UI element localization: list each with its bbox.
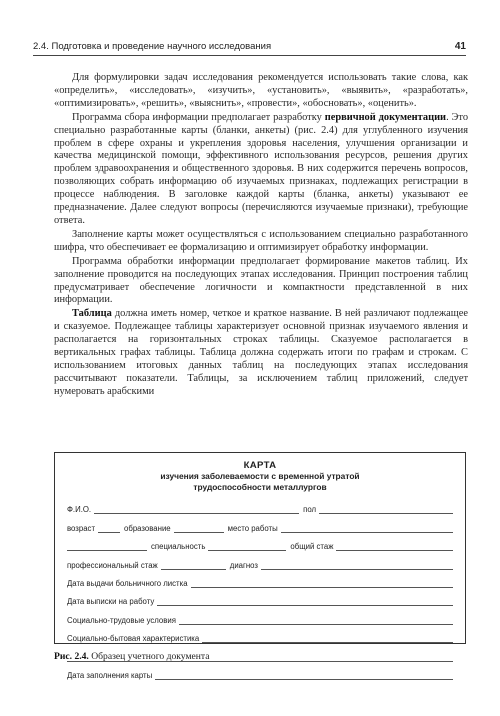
paragraph-5: [54, 308, 468, 398]
card-row-data-vypiski: [67, 588, 453, 606]
label-vozrast: возраст: [67, 523, 96, 533]
card-row-data-zapolneniya: [67, 662, 453, 680]
figure-caption-label: Рис. 2.4.: [54, 651, 89, 662]
blank-vozrast: [98, 523, 120, 533]
label-obshchiy-stazh: общий стаж: [290, 542, 334, 552]
figure-caption-text: Образец учетного документа: [88, 651, 210, 662]
p2-text-start: Программа сбора информации предполагает разработку: [72, 111, 322, 123]
label-obrazovanie: образование: [124, 523, 171, 533]
blank-diagnoz: [261, 560, 453, 570]
card-row-soc-byt: [67, 625, 453, 643]
p2-bold-term: первичной документации: [324, 111, 447, 123]
label-fio: Ф.И.О.: [67, 505, 92, 515]
blank-data-zapolneniya: [155, 670, 453, 680]
blank-prof-stazh: [161, 560, 226, 570]
card-subtitle-line-2: трудоспособности металлургов: [193, 481, 327, 492]
page-number: 41: [454, 41, 466, 52]
blank-obshchiy-stazh: [336, 541, 453, 551]
label-data-vydachi: Дата выдачи больничного листка: [67, 578, 188, 588]
label-specialnost: специальность: [151, 542, 206, 552]
blank-specialnost: [208, 541, 286, 551]
card-row-prof-stazh: [67, 551, 453, 569]
label-pol: пол: [303, 505, 317, 515]
blank-fio: [94, 504, 299, 514]
p5-text: должна иметь номер, четкое и краткое название. В ней различают подлежащее и сказуемое. Подлежащее таблицы характеризует основной признак изучаемого явления и располагается на горизонтальных строках таблицы. Сказуемое располагается в вертикальных графах таблицы. Таблица должна содержать итоги по графам и строкам. С использованием итоговых данных таблиц на последующих этапах исследования рассчитывают показатели. Таблицы, за исключением таблиц приложений, следует нумеровать арабскими: [54, 308, 468, 397]
blank-data-vydachi: [191, 578, 453, 588]
p5-bold-term: Таблица: [72, 308, 112, 320]
card-row-data-vydachi: [67, 570, 453, 588]
card-title: КАРТА: [243, 460, 277, 471]
label-mesto-raboty: место работы: [227, 523, 278, 533]
blank-mesto-raboty: [281, 523, 453, 533]
blank-pol: [319, 504, 453, 514]
running-header: [33, 28, 466, 56]
p2-text-end: . Это специально разработанные карты (бланки, анкеты) (рис. 2.4) для углубленного изучения проблем в сфере охраны и укрепления здоровья населения, улучшения организации и качества медицинской помощи, эффективного использования ресурсов, решения других проблем здравоохранения и общественного здоровья. В них содержится перечень вопросов, позволяющих собрать информацию об изучаемых признаках, подлежащих регистрации в процессе наблюдения. В заголовке каждой карты (бланка, анкеты) указывают ее предназначение. Далее следуют вопросы (перечисляются изучаемые признаки), требующие ответа.: [54, 111, 469, 226]
paragraph-2: [54, 112, 468, 228]
card-row-vozrast: [67, 514, 453, 532]
section-title: 2.4. Подготовка и проведение научного исследования: [33, 41, 272, 52]
card-row-fio: [67, 496, 453, 514]
card-row-soc-trud: [67, 606, 453, 624]
paragraph-4: Программа обработки информации предполагает формирование макетов таблиц. Их заполнение проводится на последующих этапах исследования. Принцип построения таблиц предусматривает обеспечение логичности и компактности представленной в них информации.: [54, 255, 468, 306]
body-text: [54, 72, 468, 400]
blank-soc-trud: [179, 615, 453, 625]
label-soc-byt: Социально-бытовая характеристика: [67, 634, 200, 644]
card-subtitle-line-1: изучения заболеваемости с временной утратой: [160, 471, 360, 481]
label-diagnoz: диагноз: [229, 560, 258, 570]
label-soc-trud: Социально-трудовые условия: [67, 615, 176, 625]
card-row-specialnost: [67, 533, 453, 551]
blank-obrazovanie: [174, 523, 224, 533]
figure-caption: [54, 651, 210, 662]
label-prof-stazh: профессиональный стаж: [67, 560, 158, 570]
blank-specialnost-pre: [67, 541, 147, 551]
paragraph-3: Заполнение карты может осуществляться с использованием специально разработанного шифра, что обеспечивает ее формализацию и оптимизирует обработку информации.: [54, 228, 468, 253]
paragraph-1: Для формулировки задач исследования рекомендуется использовать такие слова, как «определить», «исследовать», «изучить», «установить», «выявить», «разработать», «оптимизировать», «решить», «выяснить», «провести», «обосновать», «оценить».: [54, 72, 468, 109]
blank-data-vypiski: [157, 596, 453, 606]
label-data-vypiski: Дата выписки на работу: [67, 597, 155, 607]
blank-soc-byt: [202, 633, 453, 643]
label-data-zapolneniya: Дата заполнения карты: [67, 670, 153, 680]
